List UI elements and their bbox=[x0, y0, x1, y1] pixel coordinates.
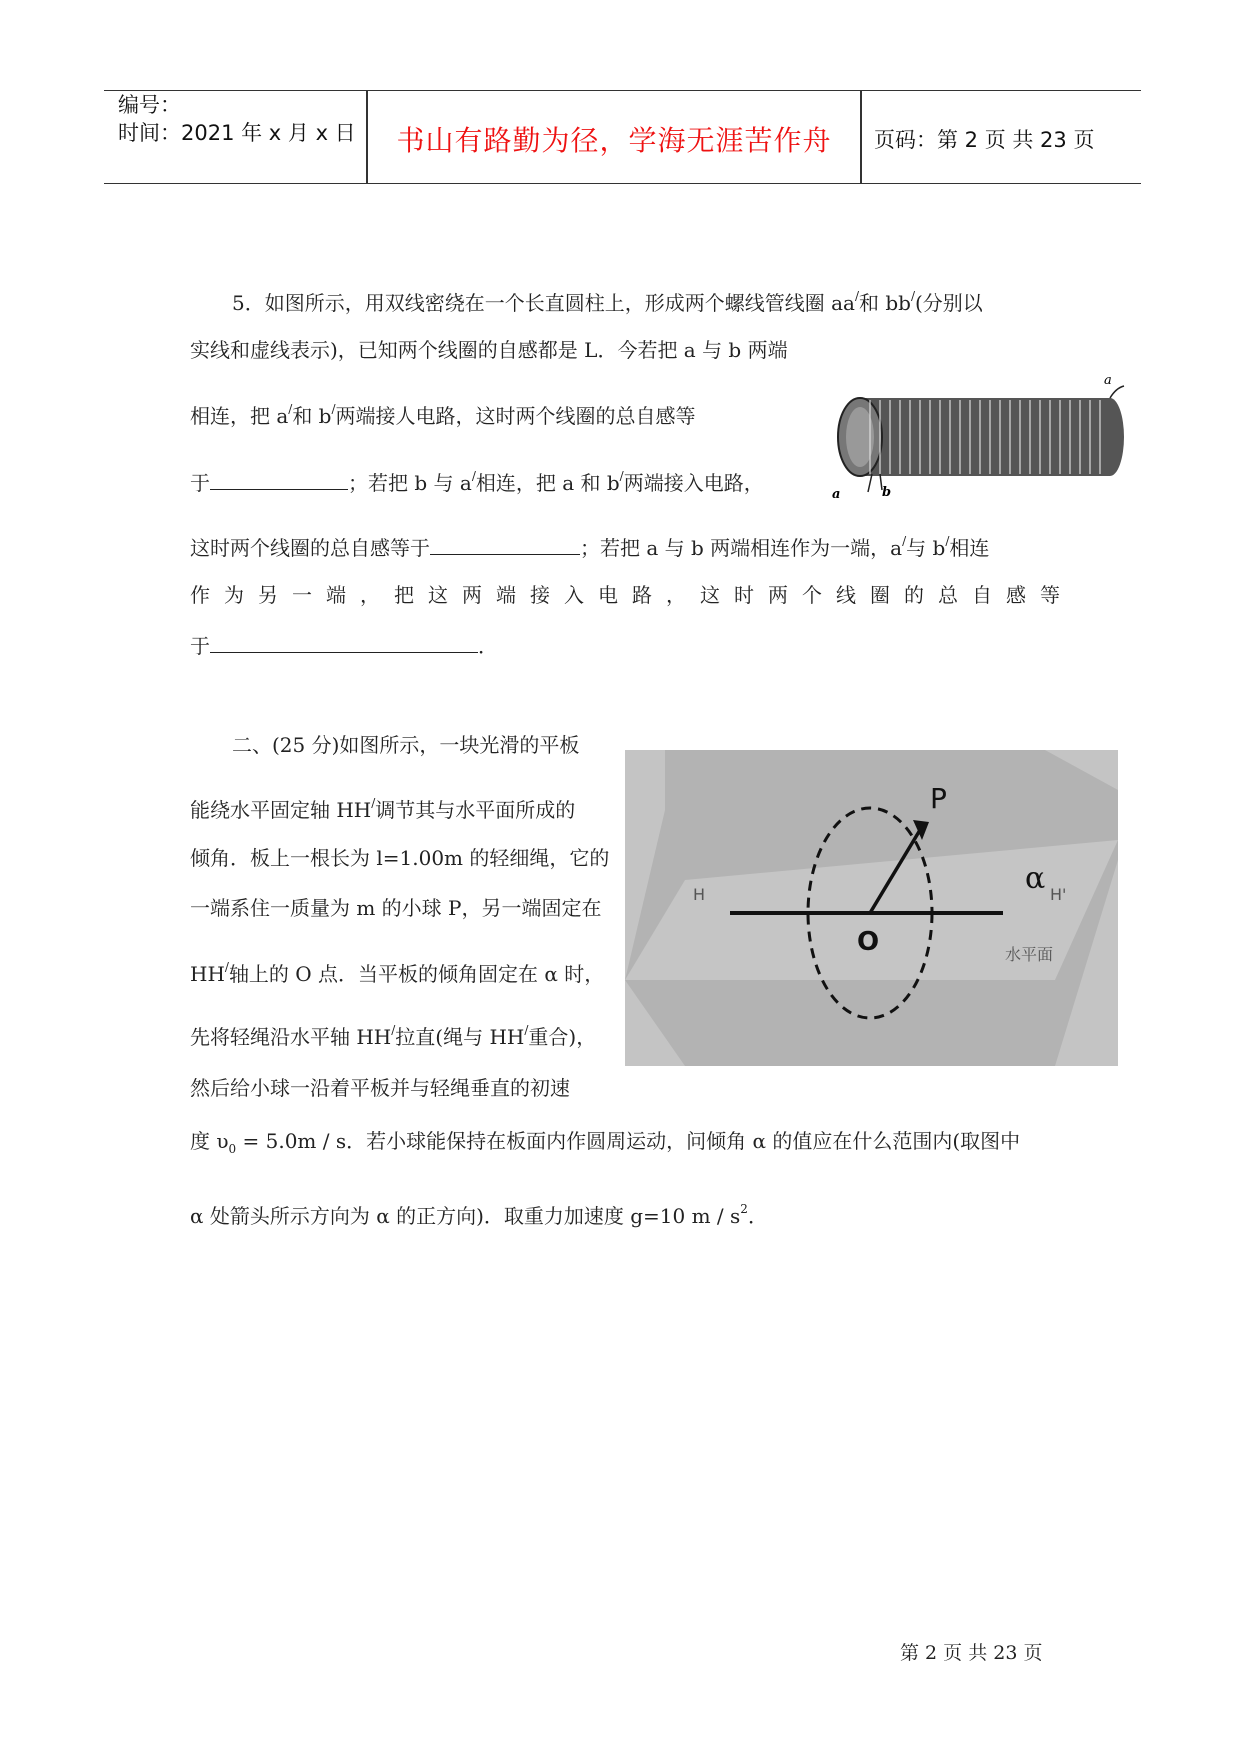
label-p: P bbox=[930, 782, 947, 815]
inclined-plane-figure bbox=[625, 750, 1118, 1066]
label-a-top: a bbox=[1104, 373, 1112, 388]
label-a-bottom: a bbox=[832, 487, 841, 500]
label-h: H bbox=[693, 885, 706, 904]
page-footer: 第 2 页 共 23 页 bbox=[900, 1642, 1043, 1664]
header-divider bbox=[366, 91, 368, 183]
header-meta bbox=[118, 91, 356, 147]
coil-body bbox=[860, 398, 1110, 476]
q2-line-4: 一端系住一质量为 m 的小球 P，另一端固定在 bbox=[190, 896, 602, 920]
solenoid-figure bbox=[830, 370, 1150, 500]
doc-id-label: 编号： bbox=[118, 93, 181, 117]
q5-line-1: 5．如图所示，用双线密绕在一个长直圆柱上，形成两个螺线管线圈 aa/和 bb/(分别以 bbox=[232, 289, 983, 315]
q5-line-4: 于 ；若把 b 与 a/相连，把 a 和 b/两端接入电路， bbox=[190, 469, 764, 495]
q5-line-7: 于 ． bbox=[190, 634, 498, 658]
q2-line-7: 然后给小球一沿着平板并与轻绳垂直的初速 bbox=[190, 1076, 570, 1100]
q2-line-1: 二、(25 分)如图所示，一块光滑的平板 bbox=[232, 733, 580, 757]
q2-line-6: 先将轻绳沿水平轴 HH/拉直(绳与 HH/重合)， bbox=[190, 1023, 597, 1049]
label-b-bottom: b bbox=[882, 485, 892, 500]
lead-wire bbox=[1110, 386, 1124, 398]
doc-time: 时间：2021 年 x 月 x 日 bbox=[118, 121, 356, 145]
q5-line-2: 实线和虚线表示)，已知两个线圈的自感都是 L．今若把 a 与 b 两端 bbox=[190, 338, 788, 362]
q2-line-8: 度 $\upsilon_0 = 5.0m / s$．若小球能保持在板面内作圆周运动，问倾角 α 的值应在什么范围内(取图中 bbox=[190, 1129, 1021, 1156]
header-motto: 书山有路勤为径，学海无涯苦作舟 bbox=[396, 124, 832, 157]
label-alpha: α bbox=[1025, 861, 1046, 896]
header-divider bbox=[860, 91, 862, 183]
answer-blank-3[interactable] bbox=[210, 634, 478, 653]
answer-blank-1[interactable] bbox=[210, 471, 348, 490]
label-horizontal-plane: 水平面 bbox=[1005, 945, 1054, 964]
page-header bbox=[104, 90, 1141, 184]
q5-line-6: 作为另一端，把这两端接入电路，这时两个线圈的总自感等 bbox=[190, 583, 1060, 607]
q5-line-3: 相连，把 a/和 b/两端接人电路，这时两个线圈的总自感等 bbox=[190, 402, 696, 428]
q2-line-3: 倾角．板上一根长为 l=1.00m 的轻细绳，它的 bbox=[190, 846, 610, 870]
lead-wires-bottom bbox=[868, 474, 882, 492]
q5-line-5: 这时两个线圈的总自感等于 ；若把 a 与 b 两端相连作为一端，a/与 b/相连 bbox=[190, 534, 990, 560]
q2-line-5: HH/轴上的 O 点．当平板的倾角固定在 α 时， bbox=[190, 960, 605, 986]
header-page-info: 页码：第 2 页 共 23 页 bbox=[874, 128, 1095, 152]
answer-blank-2[interactable] bbox=[430, 536, 580, 555]
q2-line-9: α 处箭头所示方向为 α 的正方向)．取重力加速度 g=10 m / $s^2$． bbox=[190, 1202, 768, 1228]
q2-line-2: 能绕水平固定轴 HH/调节其与水平面所成的 bbox=[190, 796, 576, 822]
label-h-prime: H' bbox=[1050, 885, 1067, 904]
label-o: O bbox=[857, 927, 880, 957]
